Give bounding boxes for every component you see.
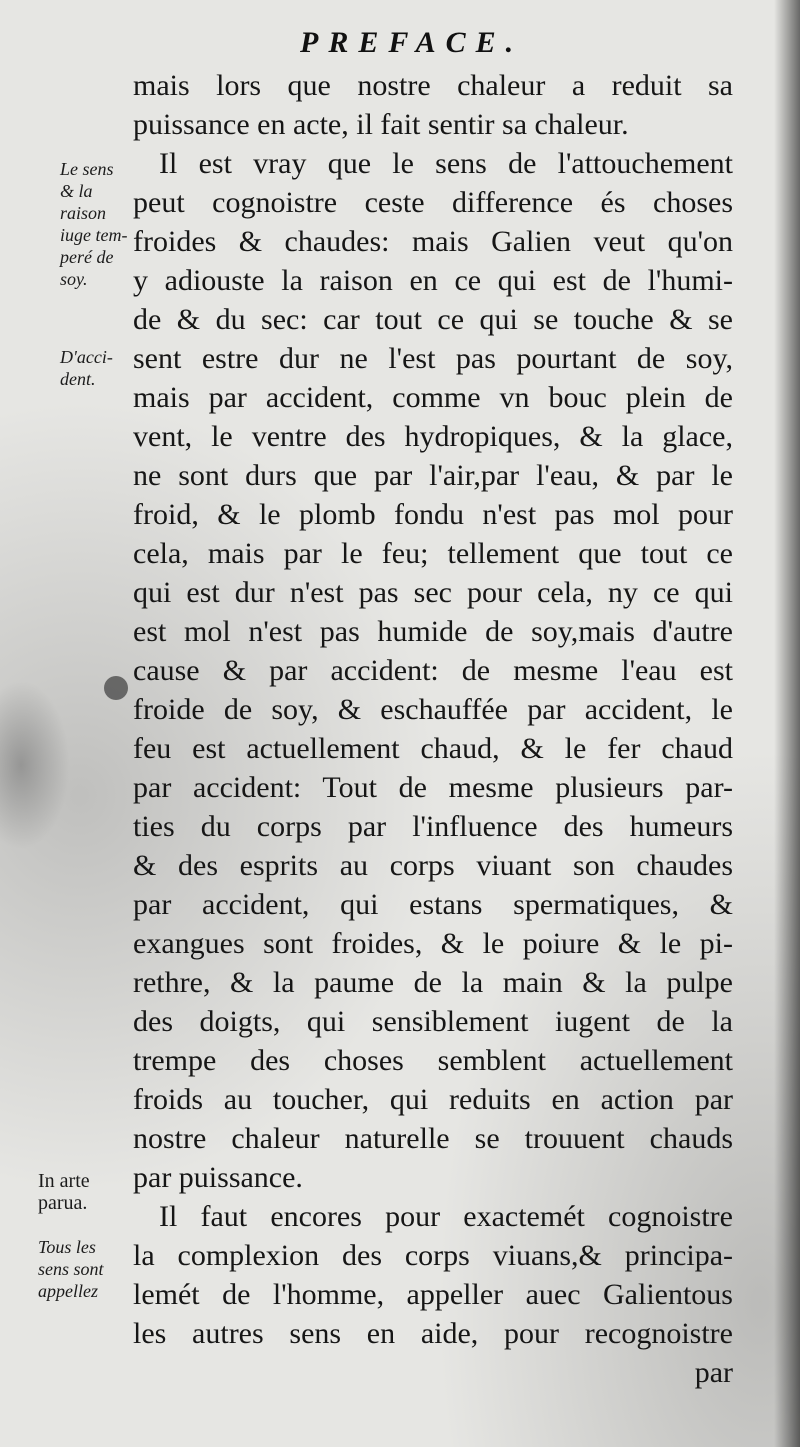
text-line: la complexion des corps viuans,& principa- bbox=[133, 1239, 733, 1272]
text-line: par puissance. bbox=[133, 1161, 303, 1194]
text-line: froides & chaudes: mais Galien veut qu'on bbox=[133, 225, 733, 258]
text-line: puissance en acte, il fait sentir sa chaleur. bbox=[133, 108, 629, 141]
text-line: froide de soy, & eschauffée par accident, le bbox=[133, 693, 733, 726]
margin-note-line: & la bbox=[60, 181, 93, 201]
text-line: les autres sens en aide, pour recognoistre bbox=[133, 1317, 733, 1350]
text-line: sent estre dur ne l'est pas pourtant de soy, bbox=[133, 342, 733, 375]
running-header: PREFACE. bbox=[300, 26, 524, 59]
text-line: par accident: Tout de mesme plusieurs par- bbox=[133, 771, 733, 804]
paper-stain bbox=[0, 680, 70, 850]
margin-note-line: parua. bbox=[38, 1192, 88, 1214]
margin-note-line: peré de bbox=[60, 247, 114, 267]
margin-note-line: raison bbox=[60, 203, 107, 223]
text-line: par accident, qui estans spermatiques, & bbox=[133, 888, 733, 921]
text-line: Il faut encores pour exactemét cognoistre bbox=[159, 1200, 733, 1233]
text-line: rethre, & la paume de la main & la pulpe bbox=[133, 966, 733, 999]
text-line: cela, mais par le feu; tellement que tout ce bbox=[133, 537, 733, 570]
text-line: mais par accident, comme vn bouc plein de bbox=[133, 381, 733, 414]
margin-note-line: Le sens bbox=[60, 159, 114, 179]
text-line: de & du sec: car tout ce qui se touche & se bbox=[133, 303, 733, 336]
text-line: ne sont durs que par l'air,par l'eau, & par le bbox=[133, 459, 733, 492]
margin-note-line: sens sont bbox=[38, 1259, 104, 1279]
text-line: est mol n'est pas humide de soy,mais d'autre bbox=[133, 615, 733, 648]
text-line: froid, & le plomb fondu n'est pas mol pour bbox=[133, 498, 733, 531]
margin-note-line: Tous les bbox=[38, 1237, 96, 1257]
catchword: par bbox=[694, 1356, 733, 1389]
text-line: froids au toucher, qui reduits en action par bbox=[133, 1083, 733, 1116]
margin-note-line: soy. bbox=[60, 269, 88, 289]
margin-note-tous-les-sens bbox=[38, 1236, 104, 1302]
margin-note-line: iuge tem- bbox=[60, 225, 128, 245]
margin-note-in-arte bbox=[38, 1170, 90, 1214]
text-line: des doigts, qui sensiblement iugent de la bbox=[133, 1005, 733, 1038]
text-line: lemét de l'homme, appeller auec Galientous bbox=[133, 1278, 733, 1311]
text-line: Il est vray que le sens de l'attouchement bbox=[159, 147, 733, 180]
margin-note-line: In arte bbox=[38, 1170, 90, 1192]
margin-note-line: appellez bbox=[38, 1281, 98, 1301]
text-line: qui est dur n'est pas sec pour cela, ny ce qui bbox=[133, 576, 733, 609]
text-line: vent, le ventre des hydropiques, & la glace, bbox=[133, 420, 733, 453]
text-line: y adiouste la raison en ce qui est de l'humi- bbox=[133, 264, 733, 297]
body-text bbox=[133, 66, 733, 1392]
text-line: & des esprits au corps viuant son chaudes bbox=[133, 849, 733, 882]
text-line: ties du corps par l'influence des humeurs bbox=[133, 810, 733, 843]
text-line: peut cognoistre ceste difference és choses bbox=[133, 186, 733, 219]
margin-note-line: D'acci- bbox=[60, 347, 113, 367]
text-line: trempe des choses semblent actuellement bbox=[133, 1044, 733, 1077]
margin-note-accident bbox=[60, 346, 113, 390]
text-line: nostre chaleur naturelle se trouuent chauds bbox=[133, 1122, 733, 1155]
page-edge-shadow bbox=[774, 0, 800, 1447]
margin-note-line: dent. bbox=[60, 369, 96, 389]
margin-note-sens-raison bbox=[60, 158, 127, 290]
text-line: feu est actuellement chaud, & le fer chaud bbox=[133, 732, 733, 765]
ink-spot bbox=[104, 676, 128, 700]
text-line: exangues sont froides, & le poiure & le pi- bbox=[133, 927, 733, 960]
text-line: mais lors que nostre chaleur a reduit sa bbox=[133, 69, 733, 102]
text-line: cause & par accident: de mesme l'eau est bbox=[133, 654, 733, 687]
